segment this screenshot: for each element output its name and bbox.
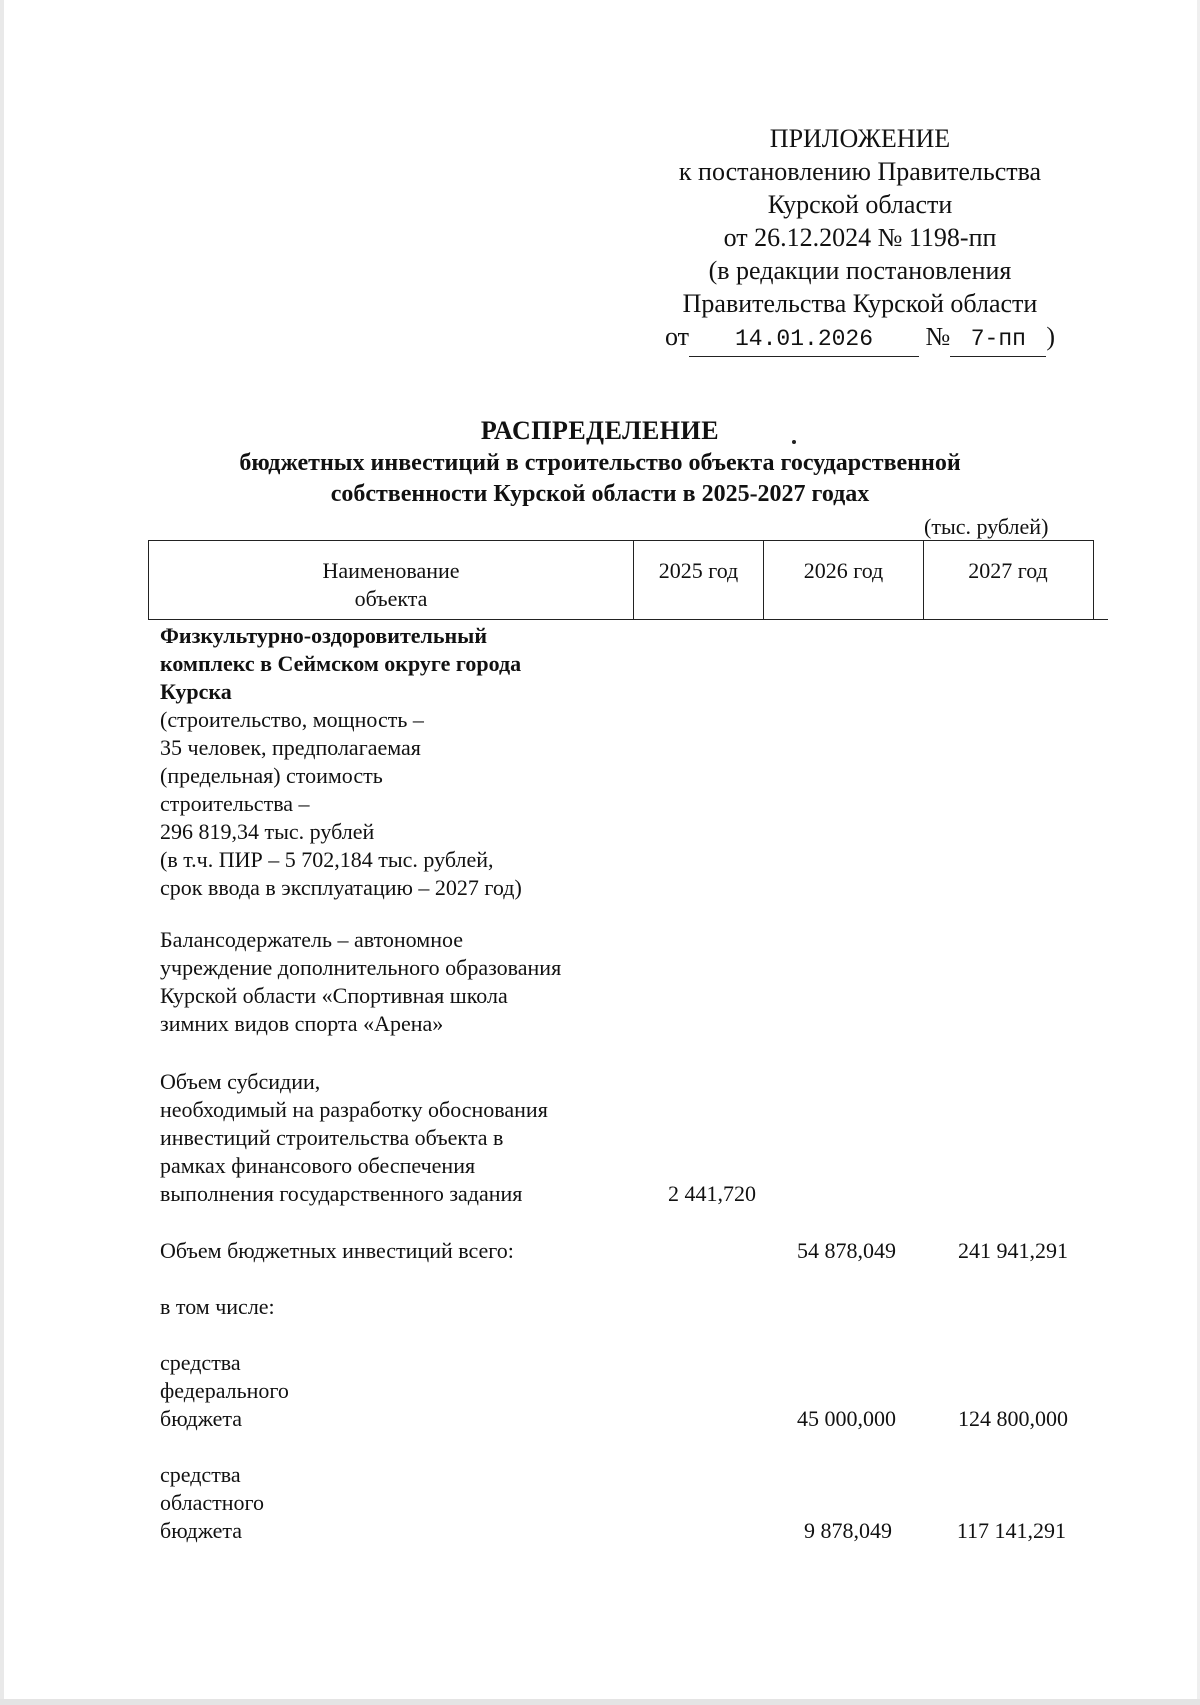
stray-mark: [792, 440, 796, 444]
regional-line2: областного: [160, 1490, 265, 1515]
units-label: (тыс. рублей): [924, 514, 1049, 539]
subsidy-line4: рамках финансового обеспечения: [160, 1153, 476, 1178]
regional-line3: бюджета: [160, 1518, 243, 1543]
title-subtitle-line2: собственности Курской области в 2025-2027 годах: [330, 481, 870, 507]
object-desc-line3: (предельная) стоимость: [160, 763, 383, 788]
balance-holder: [160, 926, 630, 1038]
amendment-number-value: 7-пп: [950, 323, 1046, 357]
federal-2026-value: 45 000,000: [797, 1406, 896, 1431]
scan-bottom-edge: [0, 1699, 1200, 1705]
header-2026: 2026 год: [764, 541, 924, 619]
total-2027-value: 241 941,291: [958, 1238, 1068, 1263]
appendix-line-resolution: к постановлению Правительства: [678, 157, 1042, 186]
regional-2026-value: 9 878,049: [804, 1518, 892, 1543]
object-desc-line7: срок ввода в эксплуатацию – 2027 год): [160, 875, 522, 900]
federal-2027-value: 124 800,000: [958, 1406, 1068, 1431]
header-object-name-line2: объекта: [354, 586, 428, 611]
amendment-closing-paren: ): [1046, 322, 1055, 351]
subsidy-line2: необходимый на разработку обоснования: [160, 1097, 548, 1122]
object-desc-line2: 35 человек, предполагаемая: [160, 735, 421, 760]
subsidy-line1: Объем субсидии,: [160, 1069, 321, 1094]
holder-line1: Балансодержатель – автономное: [160, 927, 463, 952]
object-desc-line6: (в т.ч. ПИР – 5 702,184 тыс. рублей,: [160, 847, 494, 872]
header-2025: 2025 год: [634, 541, 764, 619]
subsidy-line5: выполнения государственного задания: [160, 1181, 523, 1206]
document-title: [150, 414, 1050, 510]
holder-line3: Курской области «Спортивная школа: [160, 983, 508, 1008]
object-description: [160, 622, 630, 902]
header-object-name: [149, 541, 634, 619]
subsidy-2025-value: 2 441,720: [668, 1181, 756, 1206]
appendix-line-original-date: от 26.12.2024 № 1198-пп: [723, 223, 997, 252]
object-desc-line5: 296 819,34 тыс. рублей: [160, 819, 375, 844]
federal-line1: средства: [160, 1350, 241, 1375]
total-2026-value: 54 878,049: [797, 1238, 896, 1263]
header-2027: 2027 год: [968, 558, 1048, 583]
federal-budget-label: [160, 1349, 630, 1433]
regional-line1: средства: [160, 1462, 241, 1487]
total-label: Объем бюджетных инвестиций всего:: [160, 1238, 514, 1263]
title-main: РАСПРЕДЕЛЕНИЕ: [480, 416, 720, 445]
header-rule-extension: [1094, 619, 1108, 620]
appendix-line-government: Правительства Курской области: [682, 289, 1038, 318]
object-title-line1: Физкультурно-оздоровительный: [160, 623, 488, 648]
amendment-number-prefix: №: [925, 322, 951, 351]
scan-left-edge: [0, 0, 4, 1705]
title-subtitle-line1: бюджетных инвестиций в строительство объекта государственной: [239, 450, 961, 476]
subsidy-description: [160, 1068, 630, 1208]
object-desc-line4: строительства –: [160, 791, 310, 816]
appendix-header: [640, 122, 1080, 357]
federal-line3: бюджета: [160, 1406, 243, 1431]
amendment-date-prefix: от: [664, 322, 690, 351]
object-title-line2: комплекс в Сеймском округе города: [160, 651, 522, 676]
subsidy-line3: инвестиций строительства объекта в: [160, 1125, 504, 1150]
appendix-amendment-line: [640, 320, 1080, 357]
appendix-line-edition: (в редакции постановления: [708, 256, 1012, 285]
appendix-title: ПРИЛОЖЕНИЕ: [769, 124, 951, 153]
object-title-line3: Курска: [160, 679, 232, 704]
amendment-date-value: 14.01.2026: [689, 323, 919, 357]
holder-line2: учреждение дополнительного образования: [160, 955, 562, 980]
header-object-name-line1: Наименование: [322, 558, 460, 583]
including-label: в том числе:: [160, 1294, 275, 1319]
appendix-line-region: Курской области: [767, 190, 953, 219]
federal-line2: федерального: [160, 1378, 289, 1403]
holder-line4: зимних видов спорта «Арена»: [160, 1011, 444, 1036]
object-desc-line1: (строительство, мощность –: [160, 707, 424, 732]
table-header: [148, 540, 1094, 620]
regional-budget-label: [160, 1461, 630, 1545]
regional-2027-value: 117 141,291: [956, 1518, 1066, 1543]
